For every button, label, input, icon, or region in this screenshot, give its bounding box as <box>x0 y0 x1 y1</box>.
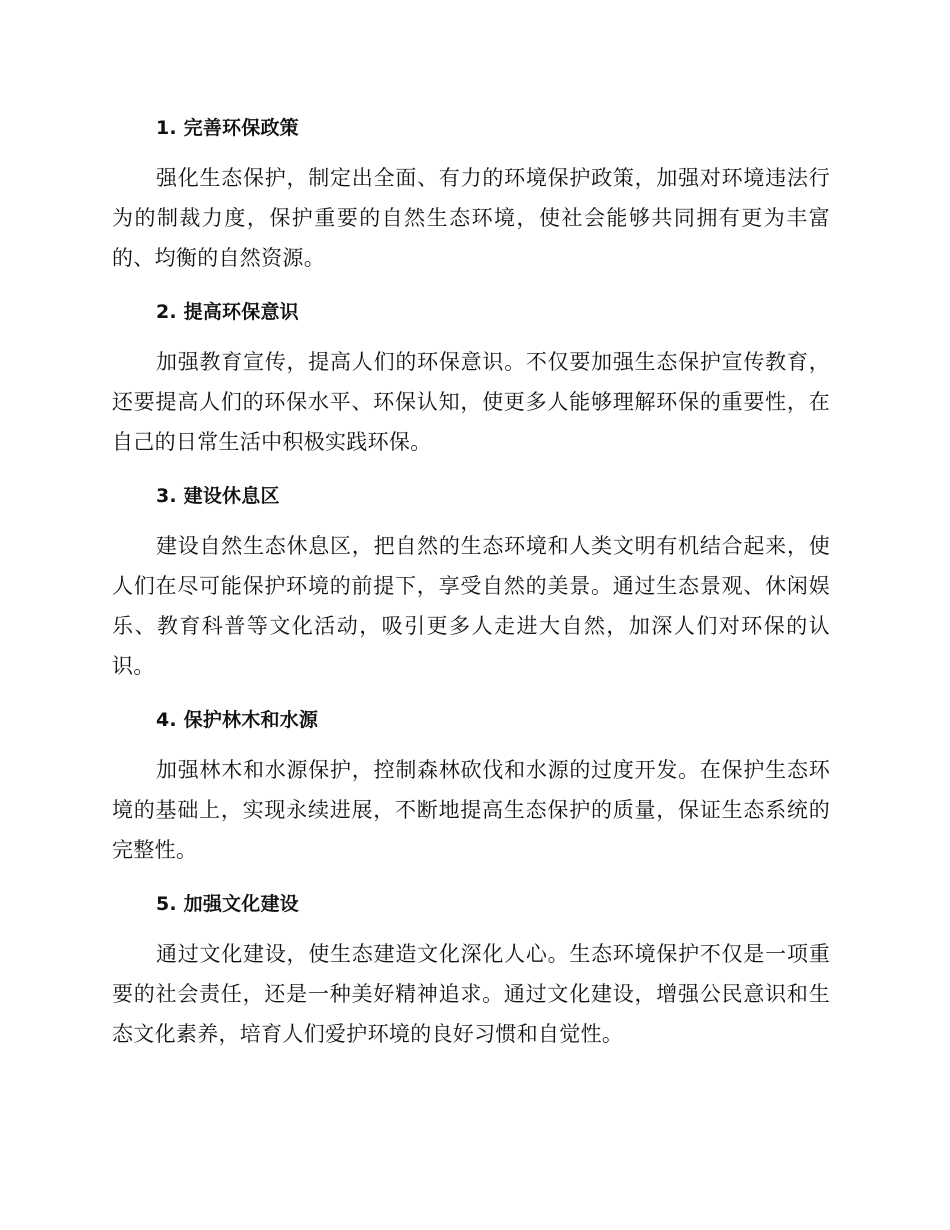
section-heading: 2. 提高环保意识 <box>156 301 299 323</box>
section-heading: 3. 建设休息区 <box>156 485 280 507</box>
section-paragraph: 通过文化建设，使生态建造文化深化人心。生态环境保护不仅是一项重要的社会责任，还是一种美好精神追求。通过文化建设，增强公民意识和生态文化素养，培育人们爱护环境的良好习惯和自觉性。 <box>112 942 830 1046</box>
document-body <box>112 108 830 1068</box>
section-cultural-construction <box>112 884 830 1054</box>
section-heading: 1. 完善环保政策 <box>156 117 299 139</box>
section-heading: 5. 加强文化建设 <box>156 893 299 915</box>
section-environmental-awareness <box>112 292 830 462</box>
section-paragraph: 强化生态保护，制定出全面、有力的环境保护政策，加强对环境违法行为的制裁力度，保护重要的自然生态环境，使社会能够共同拥有更为丰富的、均衡的自然资源。 <box>112 166 830 270</box>
section-rest-area <box>112 476 830 686</box>
section-paragraph: 加强林木和水源保护，控制森林砍伐和水源的过度开发。在保护生态环境的基础上，实现永续进展，不断地提高生态保护的质量，保证生态系统的完整性。 <box>112 758 830 862</box>
section-paragraph: 加强教育宣传，提高人们的环保意识。不仅要加强生态保护宣传教育，还要提高人们的环保水平、环保认知，使更多人能够理解环保的重要性，在自己的日常生活中积极实践环保。 <box>112 350 830 454</box>
section-heading: 4. 保护林木和水源 <box>156 709 319 731</box>
section-paragraph: 建设自然生态休息区，把自然的生态环境和人类文明有机结合起来，使人们在尽可能保护环境的前提下，享受自然的美景。通过生态景观、休闲娱乐、教育科普等文化活动，吸引更多人走进大自然，加深人们对环保的认识。 <box>112 534 830 678</box>
section-forest-water-protection <box>112 700 830 870</box>
section-environmental-policy <box>112 108 830 278</box>
